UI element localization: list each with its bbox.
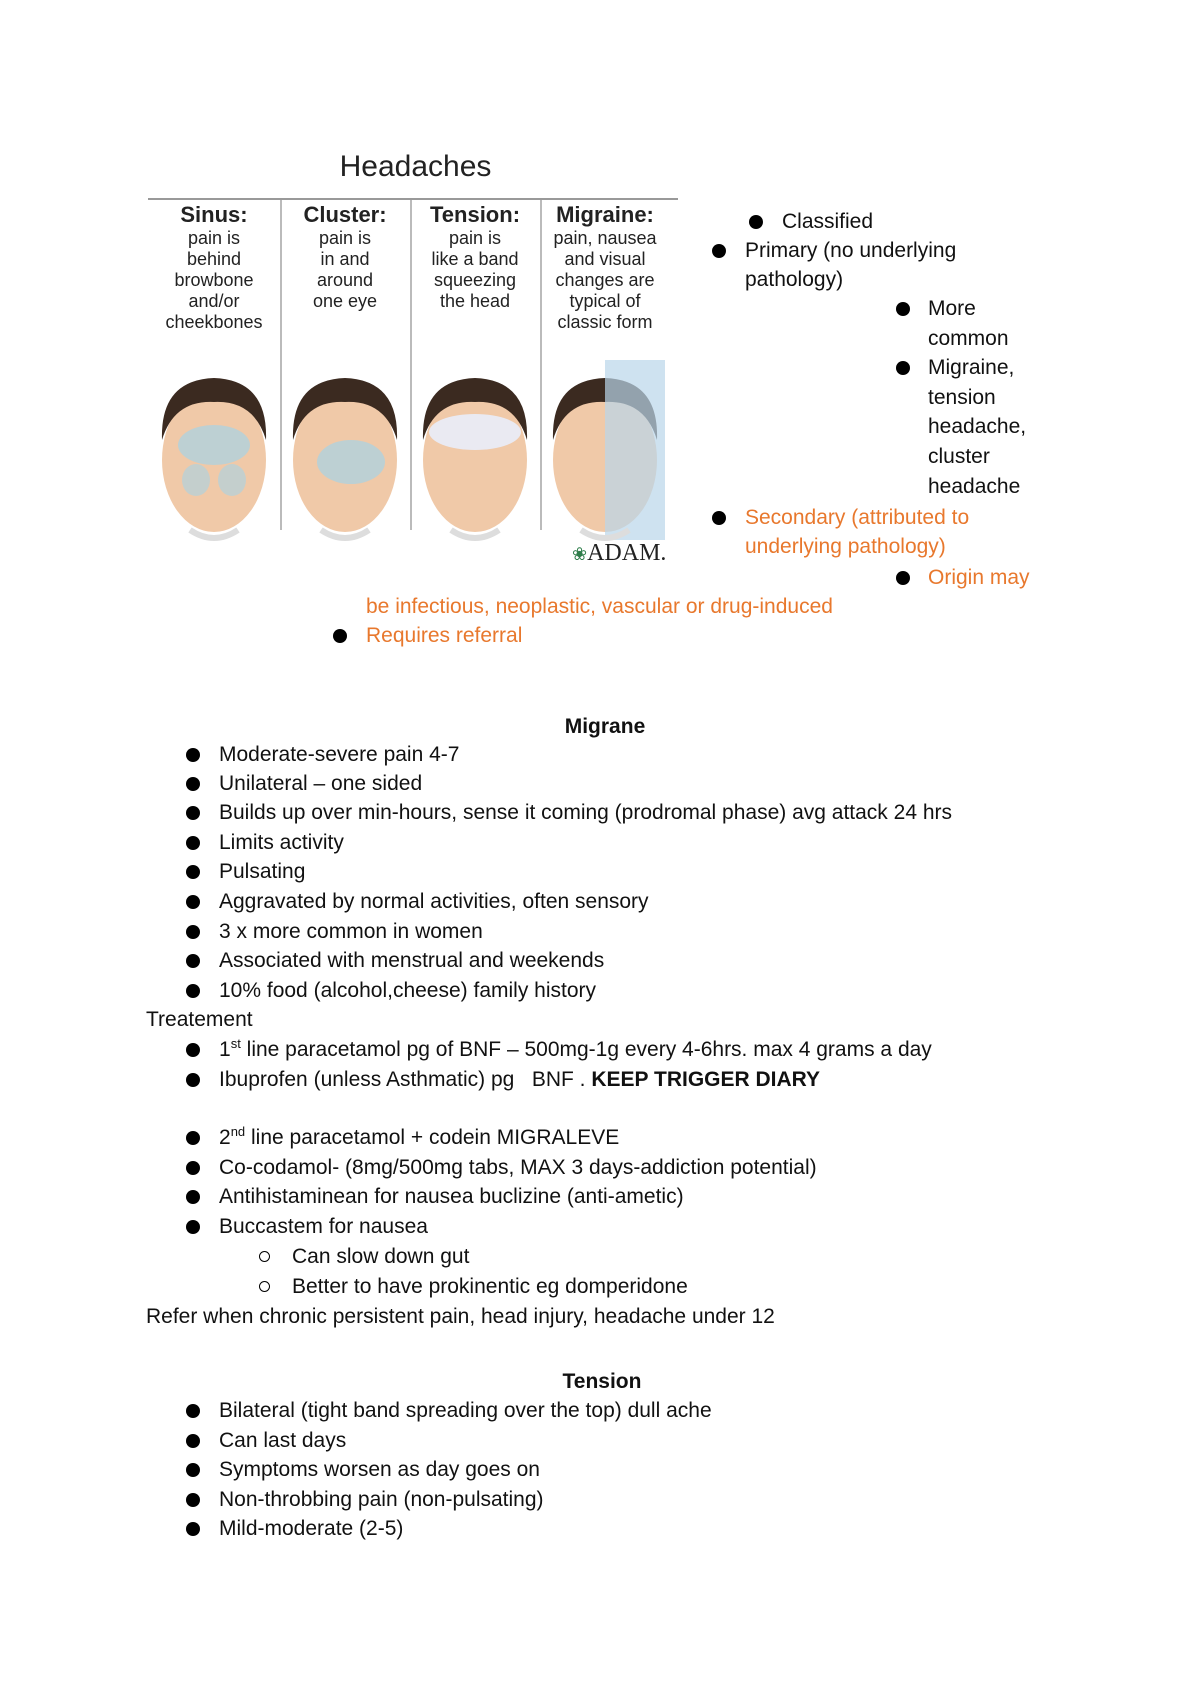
bullet-icon: [186, 777, 200, 791]
list-item: Co-codamol- (8mg/500mg tabs, MAX 3 days-addiction potential): [219, 1156, 817, 1179]
more-common-line1: More: [928, 297, 976, 320]
bullet-icon: [186, 806, 200, 820]
bullet-icon: [712, 244, 726, 258]
tension-heading: Tension: [562, 1370, 642, 1393]
migrane-heading: Migrane: [564, 715, 646, 738]
list-item: 10% food (alcohol,cheese) family history: [219, 979, 597, 1002]
column-desc: pain is behind browbone and/or cheekbones: [165, 228, 263, 332]
treatment-ibuprofen: Ibuprofen (unless Asthmatic) pg BNF . KEEP TRIGGER DIARY: [219, 1068, 821, 1091]
figure-title: Headaches: [339, 150, 492, 183]
bullet-icon: [896, 302, 910, 316]
list-item: Limits activity: [219, 831, 344, 854]
bullet-icon: [186, 1404, 200, 1418]
treatment-first-line: 1st line paracetamol pg of BNF – 500mg-1g every 4-6hrs. max 4 grams a day: [219, 1036, 932, 1061]
migraine-face-illustration: [541, 350, 669, 550]
list-item: Buccastem for nausea: [219, 1215, 428, 1238]
bullet-icon: [186, 1434, 200, 1448]
types-line3: headache,: [928, 415, 1027, 438]
list-item: Aggravated by normal activities, often sensory: [219, 890, 649, 913]
sub-list-item: Better to have prokinentic eg domperidone: [292, 1275, 688, 1298]
list-item: Can last days: [219, 1429, 347, 1452]
column-tension: [411, 202, 539, 312]
bullet-icon: [186, 865, 200, 879]
bullet-icon: [186, 1131, 200, 1145]
list-item: Non-throbbing pain (non-pulsating): [219, 1488, 544, 1511]
column-migraine: [541, 202, 669, 333]
treatment-second-line: 2nd line paracetamol + codein MIGRALEVE: [219, 1124, 620, 1149]
headaches-figure: [148, 150, 683, 570]
sub-bullet-icon: [259, 1251, 270, 1262]
sub-list-item: Can slow down gut: [292, 1245, 470, 1268]
secondary-line1: Secondary (attributed to: [745, 506, 970, 529]
cluster-face-illustration: [281, 350, 409, 550]
bullet-icon: [186, 748, 200, 762]
column-desc: pain is in and around one eye: [312, 228, 378, 311]
bullet-icon: [186, 984, 200, 998]
column-head: Sinus:: [180, 202, 248, 227]
list-item: Symptoms worsen as day goes on: [219, 1458, 540, 1481]
bullet-icon: [186, 836, 200, 850]
bullet-icon: [186, 895, 200, 909]
bullet-icon: [896, 361, 910, 375]
column-desc: pain is like a band squeezing the head: [431, 228, 519, 311]
list-item: 3 x more common in women: [219, 920, 483, 943]
list-item: Antihistaminean for nausea buclizine (anti-ametic): [219, 1185, 684, 1208]
bullet-icon: [186, 1190, 200, 1204]
leaf-icon: ❀: [572, 544, 588, 564]
sinus-face-illustration: [150, 350, 278, 550]
refer-text: Refer when chronic persistent pain, head injury, headache under 12: [146, 1305, 775, 1328]
bullet-icon: [749, 215, 763, 229]
column-head: Cluster:: [303, 202, 387, 227]
column-cluster: [281, 202, 409, 312]
list-item: Pulsating: [219, 860, 306, 883]
bullet-icon: [186, 1161, 200, 1175]
bullet-icon: [186, 1073, 200, 1087]
origin-line1: Origin may: [928, 566, 1030, 589]
list-item: Builds up over min-hours, sense it coming (prodromal phase) avg attack 24 hrs: [219, 801, 953, 824]
types-line5: headache: [928, 475, 1021, 498]
classified-text: Classified: [782, 210, 874, 233]
list-item: Bilateral (tight band spreading over the top) dull ache: [219, 1399, 712, 1422]
figure-rule: [148, 198, 678, 200]
treatment-label: Treatement: [146, 1008, 253, 1031]
list-item: Associated with menstrual and weekends: [219, 949, 605, 972]
secondary-line2: underlying pathology): [745, 535, 946, 558]
bullet-icon: [186, 1463, 200, 1477]
bullet-icon: [186, 1522, 200, 1536]
primary-text-line2: pathology): [745, 268, 844, 291]
adam-logo: ❀ADAM.: [572, 540, 667, 566]
types-line2: tension: [928, 386, 996, 409]
requires-referral: Requires referral: [366, 624, 523, 647]
column-desc: pain, nausea and visual changes are typical of classic form: [553, 228, 657, 332]
list-item: Unilateral – one sided: [219, 772, 423, 795]
list-item: Moderate-severe pain 4-7: [219, 743, 460, 766]
column-sinus: [150, 202, 278, 333]
bullet-icon: [186, 954, 200, 968]
column-head: Tension:: [429, 202, 521, 227]
types-line4: cluster: [928, 445, 990, 468]
sub-bullet-icon: [259, 1281, 270, 1292]
bullet-icon: [896, 571, 910, 585]
types-line1: Migraine,: [928, 356, 1015, 379]
tension-face-illustration: [411, 350, 539, 550]
bullet-icon: [333, 629, 347, 643]
origin-line2: be infectious, neoplastic, vascular or drug-induced: [366, 595, 833, 618]
bullet-icon: [186, 925, 200, 939]
list-item: Mild-moderate (2-5): [219, 1517, 404, 1540]
column-head: Migraine:: [556, 202, 654, 227]
more-common-line2: common: [928, 327, 1009, 350]
primary-text-line1: Primary (no underlying: [745, 239, 957, 262]
bullet-icon: [186, 1493, 200, 1507]
bullet-icon: [712, 511, 726, 525]
bullet-icon: [186, 1043, 200, 1057]
bullet-icon: [186, 1220, 200, 1234]
